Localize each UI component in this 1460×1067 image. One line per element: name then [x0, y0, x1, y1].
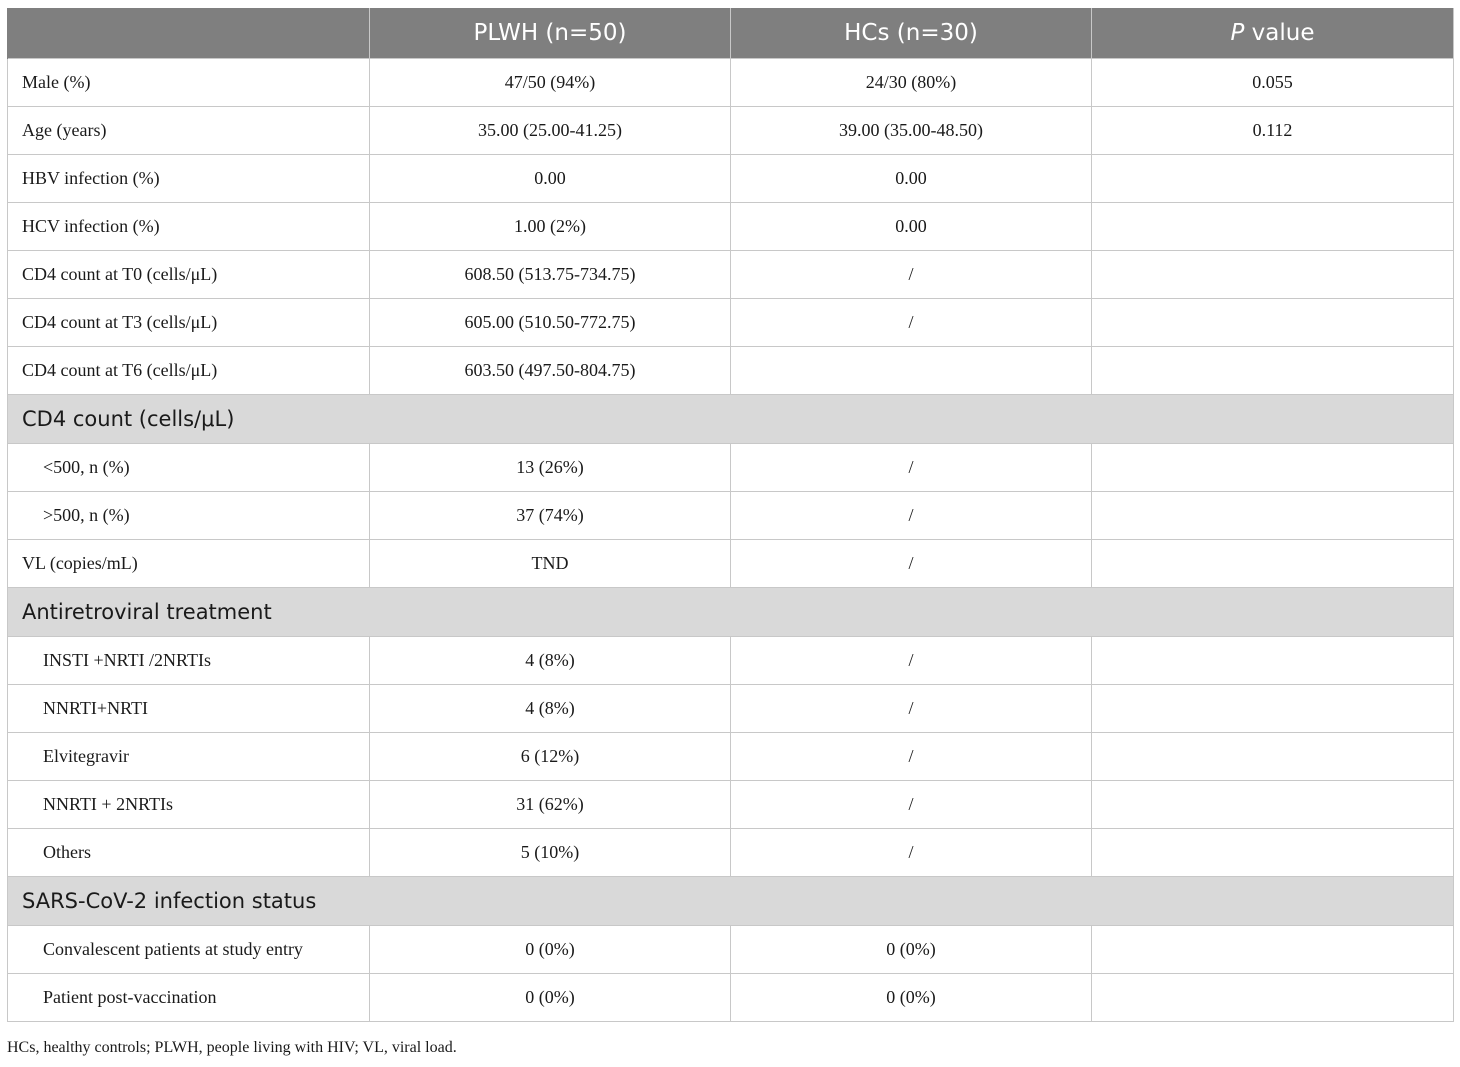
hcs-cell: 0 (0%): [731, 926, 1092, 974]
table-row: [8, 444, 1454, 492]
p-value-cell: [1092, 251, 1454, 299]
hcs-cell: /: [731, 733, 1092, 781]
plwh-cell: 31 (62%): [370, 781, 731, 829]
p-value-cell: [1092, 540, 1454, 588]
hcs-cell: /: [731, 540, 1092, 588]
row-label: Elvitegravir: [8, 733, 370, 781]
row-label: VL (copies/mL): [8, 540, 370, 588]
hcs-cell: /: [731, 299, 1092, 347]
plwh-cell: 608.50 (513.75-734.75): [370, 251, 731, 299]
table-row: [8, 781, 1454, 829]
p-value-cell: [1092, 974, 1454, 1022]
header-p-italic: P: [1230, 20, 1245, 46]
table-row: [8, 685, 1454, 733]
demographics-table-container: [7, 8, 1453, 1022]
table-row: [8, 829, 1454, 877]
table-row: [8, 540, 1454, 588]
p-value-cell: [1092, 155, 1454, 203]
plwh-cell: 605.00 (510.50-772.75): [370, 299, 731, 347]
row-label: <500, n (%): [8, 444, 370, 492]
row-label: CD4 count at T0 (cells/μL): [8, 251, 370, 299]
section-header-sars: [8, 877, 1454, 926]
header-p-value: [1092, 8, 1454, 59]
row-label: HBV infection (%): [8, 155, 370, 203]
plwh-cell: TND: [370, 540, 731, 588]
section-title-sars: SARS-CoV-2 infection status: [8, 877, 1454, 926]
table-row: [8, 926, 1454, 974]
row-label: CD4 count at T3 (cells/μL): [8, 299, 370, 347]
p-value-cell: [1092, 926, 1454, 974]
table-row: [8, 203, 1454, 251]
plwh-cell: 603.50 (497.50-804.75): [370, 347, 731, 395]
demographics-table: [7, 8, 1454, 1022]
hcs-cell: /: [731, 492, 1092, 540]
hcs-cell: 0.00: [731, 203, 1092, 251]
p-value-cell: [1092, 444, 1454, 492]
table-row: [8, 107, 1454, 155]
plwh-cell: 5 (10%): [370, 829, 731, 877]
plwh-cell: 0.00: [370, 155, 731, 203]
header-hcs: HCs (n=30): [731, 8, 1092, 59]
p-value-cell: [1092, 685, 1454, 733]
table-row: [8, 299, 1454, 347]
hcs-cell: /: [731, 637, 1092, 685]
p-value-cell: [1092, 781, 1454, 829]
plwh-cell: 4 (8%): [370, 637, 731, 685]
row-label: Convalescent patients at study entry: [8, 926, 370, 974]
p-value-cell: [1092, 637, 1454, 685]
p-value-cell: [1092, 733, 1454, 781]
plwh-cell: 35.00 (25.00-41.25): [370, 107, 731, 155]
table-footnote: HCs, healthy controls; PLWH, people living with HIV; VL, viral load.: [7, 1039, 457, 1056]
hcs-cell: [731, 347, 1092, 395]
header-p-rest: value: [1244, 20, 1315, 46]
hcs-cell: 24/30 (80%): [731, 59, 1092, 107]
table-row: [8, 637, 1454, 685]
plwh-cell: 6 (12%): [370, 733, 731, 781]
plwh-cell: 0 (0%): [370, 926, 731, 974]
row-label: Patient post-vaccination: [8, 974, 370, 1022]
table-row: [8, 59, 1454, 107]
table-row: [8, 492, 1454, 540]
row-label: >500, n (%): [8, 492, 370, 540]
hcs-cell: /: [731, 251, 1092, 299]
header-label-column: [8, 8, 370, 59]
plwh-cell: 37 (74%): [370, 492, 731, 540]
hcs-cell: 0 (0%): [731, 974, 1092, 1022]
section-header-art: [8, 588, 1454, 637]
hcs-cell: /: [731, 829, 1092, 877]
row-label: CD4 count at T6 (cells/μL): [8, 347, 370, 395]
table-row: [8, 155, 1454, 203]
p-value-cell: [1092, 492, 1454, 540]
hcs-cell: 0.00: [731, 155, 1092, 203]
header-plwh: PLWH (n=50): [370, 8, 731, 59]
hcs-cell: 39.00 (35.00-48.50): [731, 107, 1092, 155]
row-label: HCV infection (%): [8, 203, 370, 251]
plwh-cell: 0 (0%): [370, 974, 731, 1022]
section-header-cd4: [8, 395, 1454, 444]
plwh-cell: 4 (8%): [370, 685, 731, 733]
plwh-cell: 47/50 (94%): [370, 59, 731, 107]
p-value-cell: [1092, 829, 1454, 877]
p-value-cell: [1092, 299, 1454, 347]
row-label: Male (%): [8, 59, 370, 107]
plwh-cell: 13 (26%): [370, 444, 731, 492]
table-row: [8, 347, 1454, 395]
table-row: [8, 251, 1454, 299]
row-label: NNRTI+NRTI: [8, 685, 370, 733]
table-header-row: [8, 8, 1454, 59]
row-label: INSTI +NRTI /2NRTIs: [8, 637, 370, 685]
p-value-cell: 0.055: [1092, 59, 1454, 107]
row-label: Age (years): [8, 107, 370, 155]
table-row: [8, 974, 1454, 1022]
plwh-cell: 1.00 (2%): [370, 203, 731, 251]
p-value-cell: [1092, 203, 1454, 251]
hcs-cell: /: [731, 781, 1092, 829]
section-title-cd4: CD4 count (cells/μL): [8, 395, 1454, 444]
table-row: [8, 733, 1454, 781]
row-label: NNRTI + 2NRTIs: [8, 781, 370, 829]
p-value-cell: [1092, 347, 1454, 395]
p-value-cell: 0.112: [1092, 107, 1454, 155]
hcs-cell: /: [731, 685, 1092, 733]
section-title-art: Antiretroviral treatment: [8, 588, 1454, 637]
hcs-cell: /: [731, 444, 1092, 492]
row-label: Others: [8, 829, 370, 877]
